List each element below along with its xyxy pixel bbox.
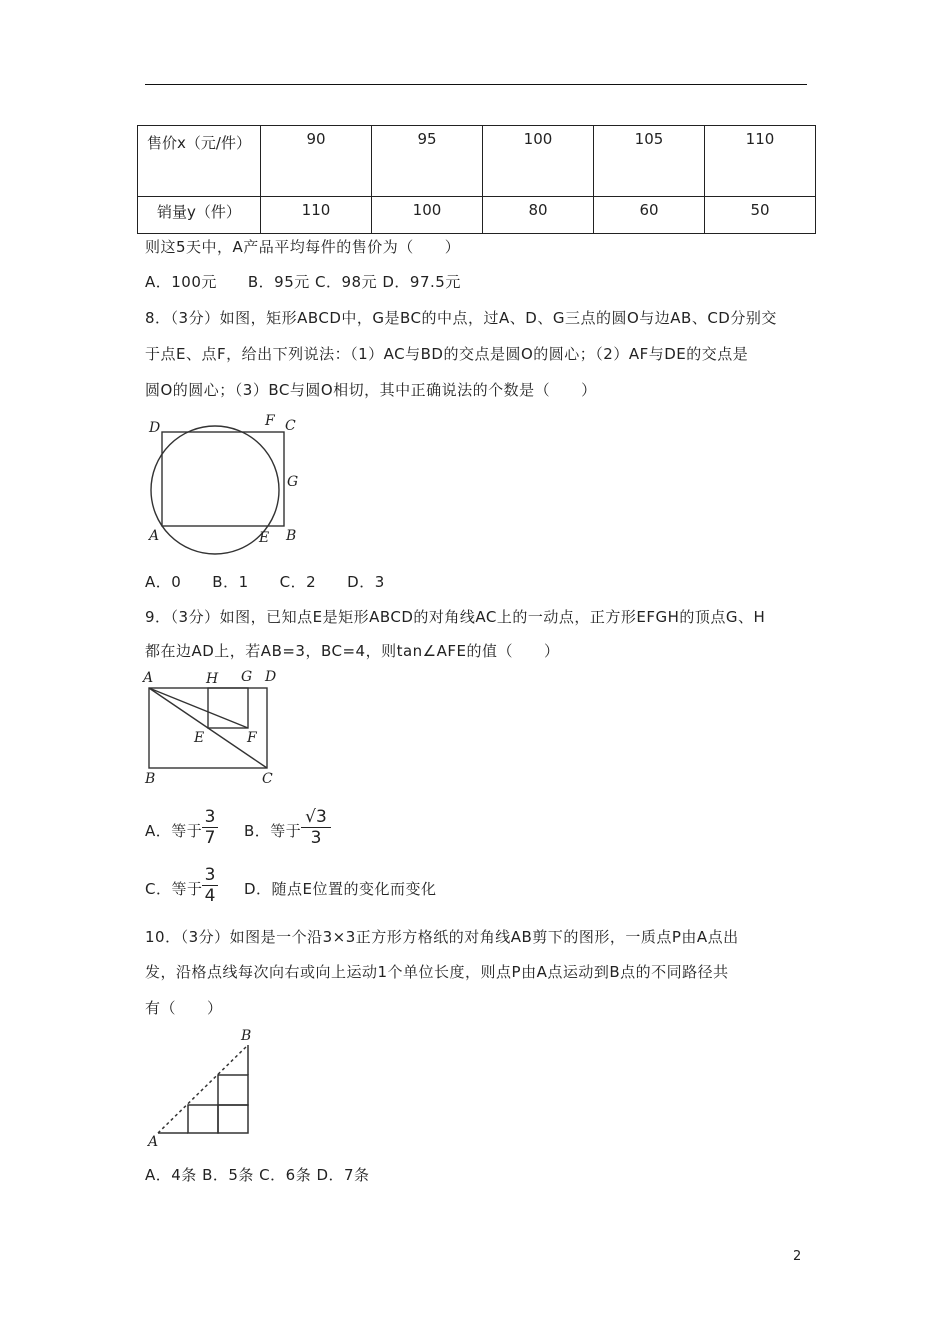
q9-option-d: D．随点E位置的变化而变化	[244, 880, 437, 898]
fraction-numerator: √3	[305, 807, 327, 827]
q8-line2: 于点E、点F，给出下列说法：（1）AC与BD的交点是圆O的圆心；（2）AF与DE的交点是	[145, 345, 749, 363]
q9-option-c-fraction	[202, 865, 218, 906]
table-cell: 105	[594, 126, 705, 197]
label-f: F	[247, 730, 257, 746]
label-a: A	[149, 528, 160, 544]
table-header-price: 售价x（元/件）	[138, 126, 261, 197]
rectangle-abcd	[162, 432, 284, 526]
q7-stem: 则这5天中，A产品平均每件的售价为（ ）	[145, 238, 461, 256]
table-cell: 60	[594, 197, 705, 234]
q8-line1: 8．（3分）如图，矩形ABCD中，G是BC的中点，过A、D、G三点的圆O与边AB、CD分别交	[145, 309, 777, 327]
q9-figure	[138, 666, 288, 791]
label-e: E	[259, 530, 270, 546]
q10-options: A．4条 B．5条 C．6条 D．7条	[145, 1166, 370, 1184]
table-cell: 110	[705, 126, 816, 197]
grid-cell	[218, 1105, 248, 1133]
grid-cell	[218, 1075, 248, 1105]
page-number: 2	[793, 1249, 802, 1264]
q8-line3: 圆O的圆心；（3）BC与圆O相切，其中正确说法的个数是（ ）	[145, 381, 597, 399]
table-cell: 100	[483, 126, 594, 197]
header-rule	[145, 84, 807, 85]
q9-option-b-fraction	[301, 807, 331, 848]
q9-option-a-fraction	[202, 807, 218, 848]
q8-options: A．0 B．1 C．2 D．3	[145, 573, 385, 591]
table-header-sales: 销量y（件）	[138, 197, 261, 234]
table-cell: 95	[372, 126, 483, 197]
label-h: H	[206, 671, 219, 687]
label-b: B	[145, 771, 156, 787]
q9-line2: 都在边AD上，若AB=3，BC=4，则tan∠AFE的值（ ）	[145, 642, 560, 660]
q10-line3: 有（ ）	[145, 999, 223, 1017]
q10-line1: 10．（3分）如图是一个沿3×3正方形方格纸的对角线AB剪下的图形，一质点P由A点出	[145, 928, 739, 946]
q8-figure	[135, 408, 310, 558]
q9-option-b-prefix: B．等于	[244, 822, 302, 840]
fraction-denominator: 3	[301, 827, 331, 848]
label-f: F	[265, 413, 275, 429]
q9-option-a-prefix: A．等于	[145, 822, 203, 840]
q9-line1: 9．（3分）如图，已知点E是矩形ABCD的对角线AC上的一动点，正方形EFGH的顶点G、H	[145, 608, 766, 626]
q10-figure	[140, 1024, 265, 1152]
label-g: G	[241, 669, 253, 685]
diagonal-ab	[158, 1045, 248, 1133]
table-cell: 90	[261, 126, 372, 197]
table-cell: 100	[372, 197, 483, 234]
grid-cell	[188, 1105, 218, 1133]
fraction-numerator: 3	[204, 865, 216, 885]
label-b: B	[286, 528, 297, 544]
table-cell: 110	[261, 197, 372, 234]
q9-option-c-prefix: C．等于	[145, 880, 203, 898]
q7-options: A．100元 B．95元 C．98元 D．97.5元	[145, 273, 461, 291]
label-c: C	[285, 418, 296, 434]
label-e: E	[194, 730, 205, 746]
label-a: A	[143, 670, 154, 686]
label-a: A	[148, 1134, 159, 1150]
table-cell: 50	[705, 197, 816, 234]
fraction-denominator: 4	[202, 885, 218, 906]
label-d: D	[265, 669, 277, 685]
q10-line2: 发，沿格点线每次向右或向上运动1个单位长度，则点P由A点运动到B点的不同路径共	[145, 963, 729, 981]
label-b: B	[241, 1028, 252, 1044]
label-g: G	[287, 474, 299, 490]
fraction-numerator: 3	[204, 807, 216, 827]
label-d: D	[149, 420, 161, 436]
table-cell: 80	[483, 197, 594, 234]
price-sales-table	[137, 125, 816, 234]
square-efgh	[208, 688, 248, 728]
fraction-denominator: 7	[202, 827, 218, 848]
label-c: C	[262, 771, 273, 787]
